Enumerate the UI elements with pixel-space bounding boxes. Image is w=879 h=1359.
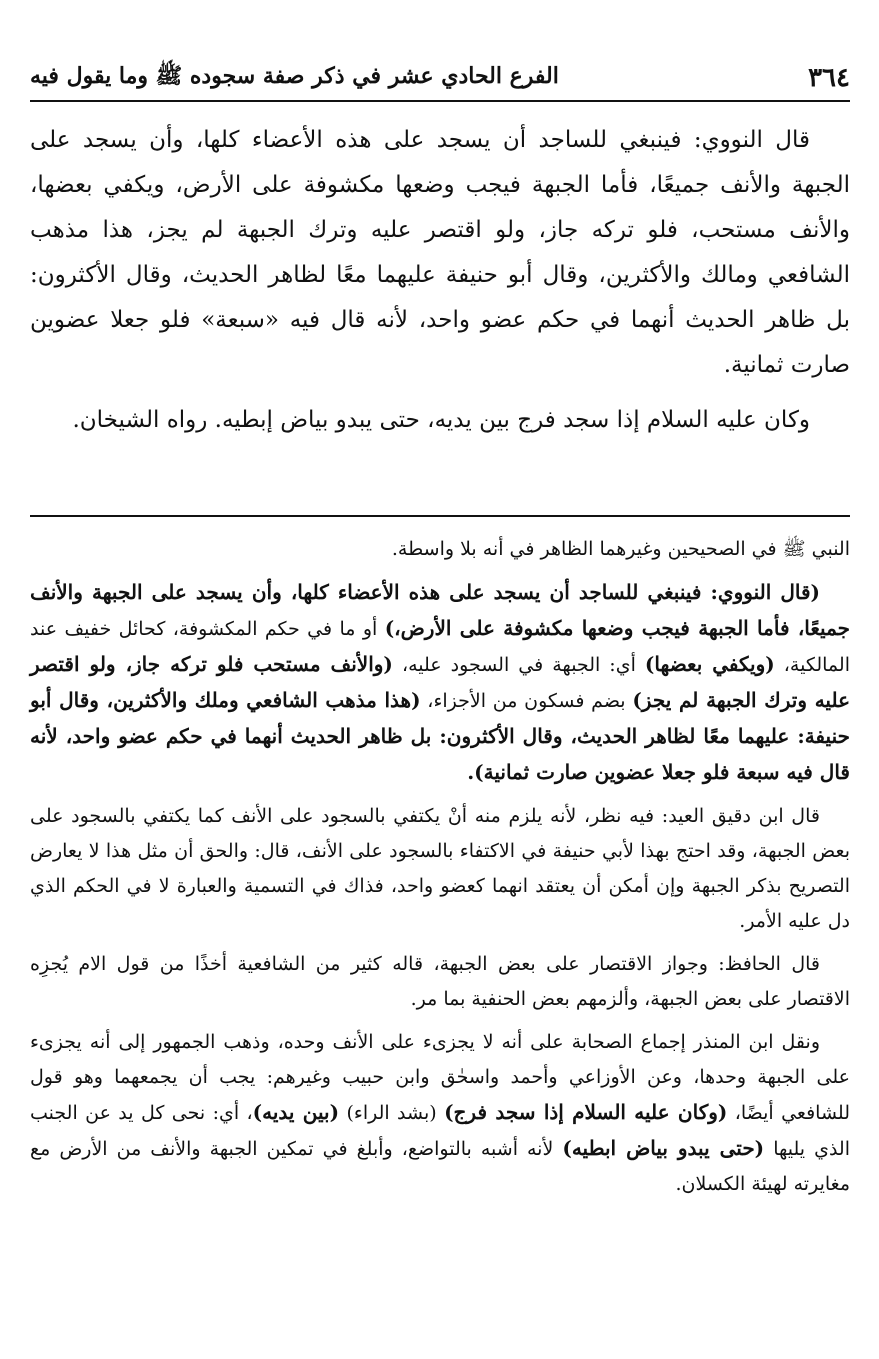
footnote-divider xyxy=(30,515,850,517)
quoted-text: (والأنف مستحب فلو تركه جاز، ولو اقتصر عليه وترك الجبهة لم يجز) xyxy=(30,652,851,712)
quoted-text: (قال النووي: فينبغي للساجد أن يسجد على هذه الأعضاء كلها، وأن يسجد على الجبهة والأنف جميعًا، فأما الجبهة فيجب وضعها مكشوفة على الأرض،) xyxy=(30,580,850,640)
commentary xyxy=(30,532,850,1210)
quoted-text: (بين يديه) xyxy=(252,1100,340,1124)
quoted-text: (وكان عليه السلام إذا سجد فرج) xyxy=(444,1100,728,1124)
commentary-text: ، أي: نحى كل يد عن الجنب الذي يليها xyxy=(30,1102,850,1160)
commentary-paragraph xyxy=(30,1025,850,1202)
commentary-paragraph xyxy=(30,575,850,791)
commentary-text: لأنه أشبه بالتواضع، وأبلغ في تمكين الجبهة والأنف من الأرض مع مغايرته لهيئة الكسلان. xyxy=(30,1138,850,1195)
page-number: ٣٦٤ xyxy=(808,63,850,93)
main-paragraph: وكان عليه السلام إذا سجد فرج بين يديه، حتى يبدو بياض إبطيه. رواه الشيخان. xyxy=(72,407,810,433)
page-header xyxy=(30,58,850,98)
commentary-text: أو ما في حكم المكشوفة، كحائل خفيف عند المالكية، xyxy=(30,618,850,676)
header-rule xyxy=(30,100,850,102)
quoted-text: (هذا مذهب الشافعي وملك والأكثرين، وقال أبو حنيفة: عليهما معًا لظاهر الحديث، وقال الأكثرون: بل ظاهر الحديث أنهما في حكم عضو واحد، لأنه قال فيه سبعة فلو جعلا عضوين صارت ثمانية). xyxy=(30,688,850,784)
running-title: الفرع الحادي عشر في ذكر صفة سجوده ﷺ وما يقول فيه xyxy=(30,63,559,89)
commentary-paragraph: النبي ﷺ في الصحيحين وغيرهما الظاهر في أنه بلا واسطة. xyxy=(391,538,850,560)
quoted-text: (حتى يبدو بياض ابطيه) xyxy=(562,1136,765,1160)
commentary-text: بضم فسكون من الأجزاء، xyxy=(420,690,633,712)
commentary-text: ونقل ابن المنذر إجماع الصحابة على أنه لا يجزىء على الأنف وحده، وذهب الجمهور إلى أنه يجزىء على الجبهة وحدها، وعن الأوزاعي وأحمد واسحٰق وابن حبيب وغيرهم: يجب أن يجمعهما وهو قول للشافعي أيضًا، xyxy=(30,1031,850,1124)
book-page xyxy=(30,0,850,1359)
commentary-text: (بشد الراء) xyxy=(339,1102,445,1124)
main-text xyxy=(30,118,850,453)
commentary-text: أي: الجبهة في السجود عليه، xyxy=(392,654,645,676)
main-paragraph: قال النووي: فينبغي للساجد أن يسجد على هذه الأعضاء كلها، وأن يسجد على الجبهة والأنف جميعًا، فأما الجبهة فيجب وضعها مكشوفة على الأرض، ويكفي بعضها، والأنف مستحب، فلو تركه جاز، ولو اقتصر عليه وترك الجبهة لم يجز، هذا مذهب الشافعي ومالك والأكثرين، وقال أبو حنيفة عليهما معًا لظاهر الحديث، وقال الأكثرون: بل ظاهر الحديث أنهما في حكم عضو واحد، لأنه قال فيه «سبعة» فلو جعلا عضوين صارت ثمانية. xyxy=(30,127,850,378)
commentary-paragraph: قال الحافظ: وجواز الاقتصار على بعض الجبهة، قاله كثير من الشافعية أخذًا من قول الام يُجزِه الاقتصار على بعض الجبهة، وألزمهم بعض الحنفية بما مر. xyxy=(30,953,850,1010)
quoted-text: (ويكفي بعضها) xyxy=(644,652,775,676)
commentary-paragraph: قال ابن دقيق العيد: فيه نظر، لأنه يلزم منه أنْ يكتفي بالسجود على الأنف كما يكتفي بالسجود على بعض الجبهة، وقد احتج بهذا لأبي حنيفة في الاكتفاء بالسجود على الأنف، قال: والحق أن مثل هذا لا يعارض التصريح بذكر الجبهة وإن أمكن أن يعتقد انهما كعضو واحد، فذاك في التسمية والعبارة لا في الحكم الذي دل عليه الأمر. xyxy=(30,805,850,932)
